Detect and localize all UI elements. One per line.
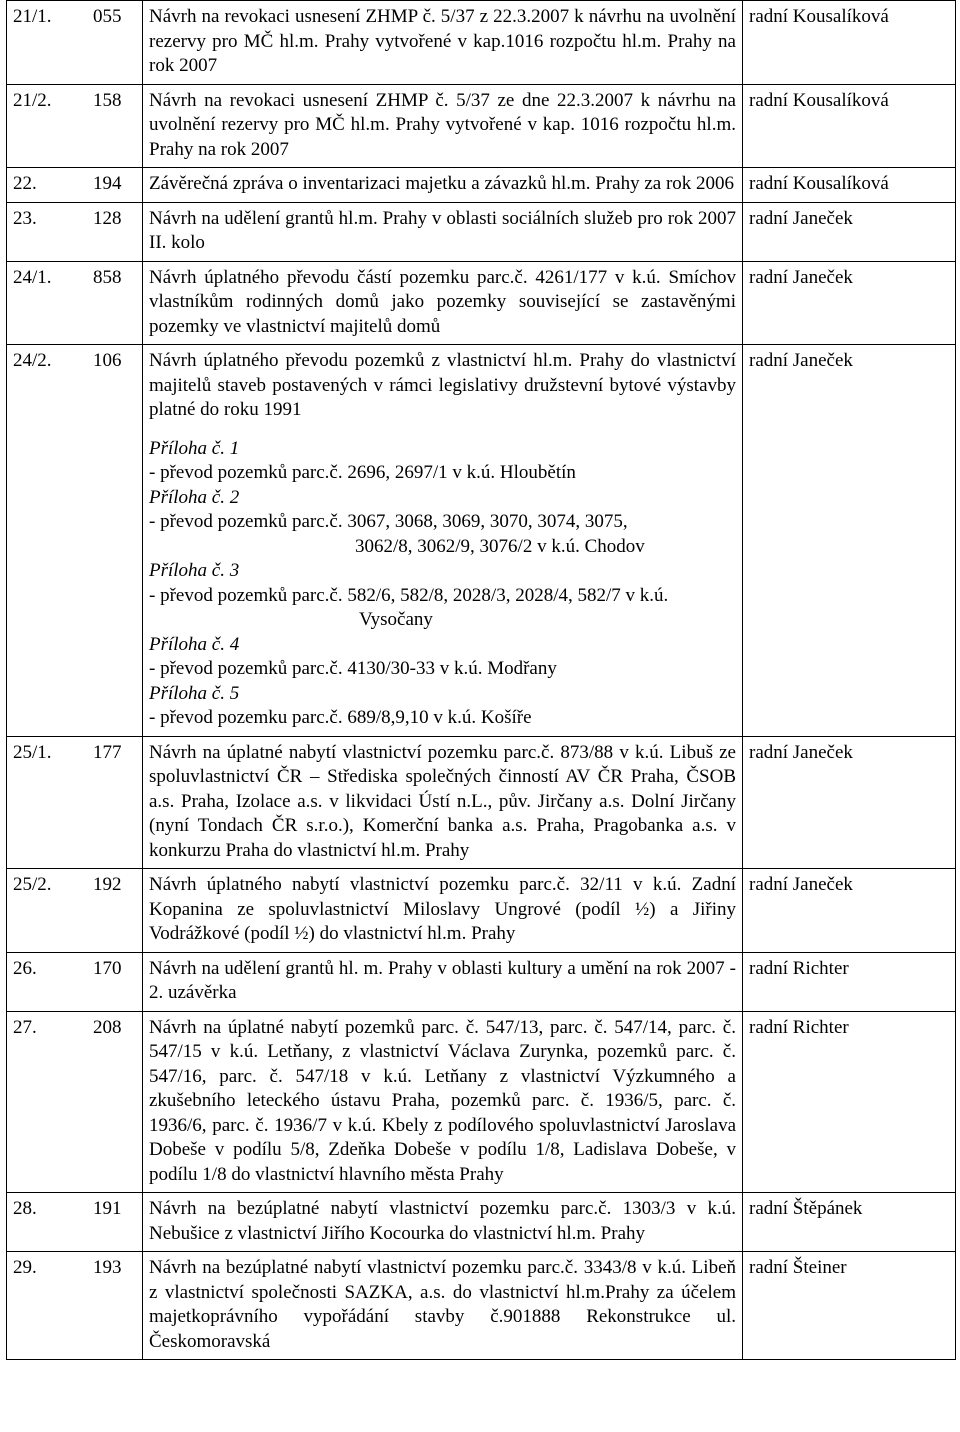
item-number-cell — [7, 952, 143, 1011]
item-id: 27. — [13, 1016, 37, 1038]
item-responsible-cell — [743, 261, 956, 345]
attachment-line: - převod pozemků parc.č. 3067, 3068, 3069, 3070, 3074, 3075, — [149, 511, 628, 532]
item-responsible-cell — [743, 736, 956, 869]
agenda-row — [7, 202, 956, 261]
item-id: 28. — [13, 1198, 37, 1219]
item-id: 24/1. — [13, 266, 52, 288]
attachment-label: Příloha č. 4 — [149, 633, 240, 655]
item-number-cell — [7, 1, 143, 85]
item-number-cell — [7, 1193, 143, 1252]
agenda-row — [7, 345, 956, 737]
item-description-cell — [143, 1252, 743, 1360]
item-responsible: radní Štěpánek — [749, 1198, 863, 1219]
item-number-cell — [7, 168, 143, 203]
agenda-row — [7, 952, 956, 1011]
item-description: Návrh na úplatné nabytí vlastnictví pozemku parc.č. 873/88 v k.ú. Libuš ze spoluvlastnictví ČR – Střediska společných činností AV ČR Praha, ČSOB a.s. Praha, Izolace a.s. v likvidaci Ústí n.L., pův. Jirčany a.s. Dolní Jirčany (nyní Tondach ČR s.r.o.), Komerční banka a.s. Praha, Pragobanka a.s. v konkurzu Praha do vlastnictví hl.m. Prahy — [149, 741, 736, 861]
item-number-cell — [7, 202, 143, 261]
item-description-cell — [143, 84, 743, 168]
item-responsible: radní Šteiner — [749, 1257, 847, 1278]
attachment-label: Příloha č. 2 — [149, 486, 240, 508]
item-description: Závěrečná zpráva o inventarizaci majetku a závazků hl.m. Prahy za rok 2006 — [149, 173, 735, 194]
item-description: Návrh na revokaci usnesení ZHMP č. 5/37 ze dne 22.3.2007 k návrhu na uvolnění rezervy pro MČ hl.m. Prahy vytvořené v kap. 1016 rozpočtu hl.m. Prahy na rok 2007 — [149, 89, 736, 160]
item-responsible-cell — [743, 202, 956, 261]
item-responsible-cell — [743, 869, 956, 953]
item-description: Návrh na bezúplatné nabytí vlastnictví pozemku parc.č. 1303/3 v k.ú. Nebušice z vlastnictví Jiřího Kocourka do vlastnictví hl.m. Prahy — [149, 1198, 736, 1244]
item-description: Návrh úplatného nabytí vlastnictví pozemku parc.č. 32/11 v k.ú. Zadní Kopanina ze spoluvlastnictví Miloslavy Ungrové (podíl ½) a Jiřiny Vodrážkové (podíl ½) do vlastnictví hl.m. Prahy — [149, 874, 736, 944]
agenda-row — [7, 736, 956, 869]
item-id: 23. — [13, 207, 37, 229]
agenda-row — [7, 1252, 956, 1360]
item-description: Návrh na udělení grantů hl. m. Prahy v oblasti kultury a umění na rok 2007 - 2. uzávěrka — [149, 957, 736, 1003]
item-code: 106 — [93, 350, 122, 371]
attachment-line: - převod pozemků parc.č. 2696, 2697/1 v k.ú. Hloubětín — [149, 462, 576, 483]
attachment-label: Příloha č. 1 — [149, 437, 240, 459]
item-description-cell — [143, 261, 743, 345]
item-description: Návrh na revokaci usnesení ZHMP č. 5/37 z 22.3.2007 k návrhu na uvolnění rezervy pro MČ hl.m. Prahy vytvořené v kap.1016 rozpočtu hl.m. Prahy na rok 2007 — [149, 6, 736, 76]
item-description-cell — [143, 168, 743, 203]
agenda-rows — [7, 1, 956, 1360]
item-responsible-cell — [743, 1011, 956, 1193]
agenda-row — [7, 869, 956, 953]
item-description: Návrh úplatného převodu pozemků z vlastnictví hl.m. Prahy do vlastnictví majitelů staveb postavených v rámci legislativy družstevní bytové výstavby platné do roku 1991 — [149, 350, 736, 420]
item-id: 22. — [13, 173, 37, 194]
agenda-row — [7, 261, 956, 345]
item-description-cell — [143, 736, 743, 869]
item-id: 25/1. — [13, 741, 52, 763]
agenda-row — [7, 84, 956, 168]
attachment-line: - převod pozemků parc.č. 582/6, 582/8, 2028/3, 2028/4, 582/7 v k.ú. — [149, 584, 669, 606]
item-code: 170 — [93, 957, 122, 979]
item-description-cell — [143, 1011, 743, 1193]
item-id: 26. — [13, 957, 37, 979]
item-id: 29. — [13, 1257, 37, 1278]
item-responsible: radní Janeček — [749, 350, 853, 371]
item-number-cell — [7, 1252, 143, 1360]
item-code: 128 — [93, 207, 122, 229]
item-description-cell — [143, 1, 743, 85]
item-description: Návrh na udělení grantů hl.m. Prahy v oblasti sociálních služeb pro rok 2007 II. kolo — [149, 207, 736, 253]
item-number-cell — [7, 869, 143, 953]
agenda-row — [7, 168, 956, 203]
item-code: 055 — [93, 6, 122, 27]
item-description-cell — [143, 869, 743, 953]
item-responsible-cell — [743, 1, 956, 85]
item-responsible: radní Kousalíková — [749, 173, 889, 194]
item-number-cell — [7, 84, 143, 168]
item-description: Návrh na úplatné nabytí pozemků parc. č. 547/13, parc. č. 547/14, parc. č. 547/15 v k.ú. Letňany, z vlastnictví Václava Zurynka, pozemků parc. č. 547/16, parc. č. 547/18 v k.ú. Letňany z vlastnictví Výzkumného a zkušebního leteckého ústavu Praha, pozemků parc. č. 1936/5, parc. č. 1936/6, parc. č. 1936/7 v k.ú. Kbely z podílového spoluvlastnictví Jaroslava Dobeše v podílu 5/8, Zdeňka Dobeše v podílu 1/8, Ladislava Dobeše, v podílu 1/8 do vlastnictví hlavního města Prahy — [149, 1016, 736, 1185]
attachment-list — [149, 437, 736, 731]
item-description: Návrh na bezúplatné nabytí vlastnictví pozemku parc.č. 3343/8 v k.ú. Libeň z vlastnictví společnosti SAZKA, a.s. do vlastnictví hl.m.Prahy za účelem majetkoprávního vypořádání stavby č.901888 Rekonstrukce ul. Českomoravská — [149, 1257, 736, 1352]
item-description-cell — [143, 1193, 743, 1252]
item-code: 158 — [93, 89, 122, 111]
item-number-cell — [7, 261, 143, 345]
item-number-cell — [7, 345, 143, 737]
attachment-line: - převod pozemku parc.č. 689/8,9,10 v k.ú. Košíře — [149, 707, 532, 728]
item-code: 208 — [93, 1016, 122, 1038]
item-responsible-cell — [743, 952, 956, 1011]
item-responsible: radní Kousalíková — [749, 89, 889, 111]
item-responsible: radní Kousalíková — [749, 6, 889, 27]
item-responsible: radní Richter — [749, 1016, 849, 1038]
item-responsible: radní Janeček — [749, 741, 853, 763]
item-responsible-cell — [743, 1252, 956, 1360]
item-code: 858 — [93, 266, 122, 288]
item-id: 21/2. — [13, 89, 52, 111]
attachment-line: Vysočany — [359, 609, 433, 630]
item-code: 191 — [93, 1198, 122, 1219]
item-responsible-cell — [743, 168, 956, 203]
attachment-label: Příloha č. 5 — [149, 682, 240, 704]
item-responsible-cell — [743, 1193, 956, 1252]
agenda-row — [7, 1193, 956, 1252]
item-description-cell — [143, 345, 743, 737]
item-number-cell — [7, 1011, 143, 1193]
attachment-line: 3062/8, 3062/9, 3076/2 v k.ú. Chodov — [355, 535, 645, 557]
agenda-row — [7, 1, 956, 85]
item-code: 193 — [93, 1257, 122, 1278]
agenda-table — [6, 0, 956, 1360]
item-responsible: radní Janeček — [749, 266, 853, 288]
item-code: 177 — [93, 741, 122, 763]
item-id: 25/2. — [13, 874, 52, 895]
item-responsible-cell — [743, 84, 956, 168]
item-code: 194 — [93, 173, 122, 194]
item-id: 21/1. — [13, 6, 52, 27]
item-description-cell — [143, 952, 743, 1011]
attachment-line: - převod pozemků parc.č. 4130/30-33 v k.ú. Modřany — [149, 658, 557, 679]
item-code: 192 — [93, 874, 122, 895]
item-description-cell — [143, 202, 743, 261]
agenda-row — [7, 1011, 956, 1193]
item-id: 24/2. — [13, 350, 52, 371]
item-responsible: radní Janeček — [749, 207, 853, 229]
item-responsible: radní Janeček — [749, 874, 853, 895]
item-responsible-cell — [743, 345, 956, 737]
item-description: Návrh úplatného převodu částí pozemku parc.č. 4261/177 v k.ú. Smíchov vlastníkům rodinných domů jako pozemky související se zastavěnými pozemky ve vlastnictví majitelů domů — [149, 266, 736, 337]
item-responsible: radní Richter — [749, 957, 849, 979]
attachment-label: Příloha č. 3 — [149, 560, 240, 581]
item-number-cell — [7, 736, 143, 869]
